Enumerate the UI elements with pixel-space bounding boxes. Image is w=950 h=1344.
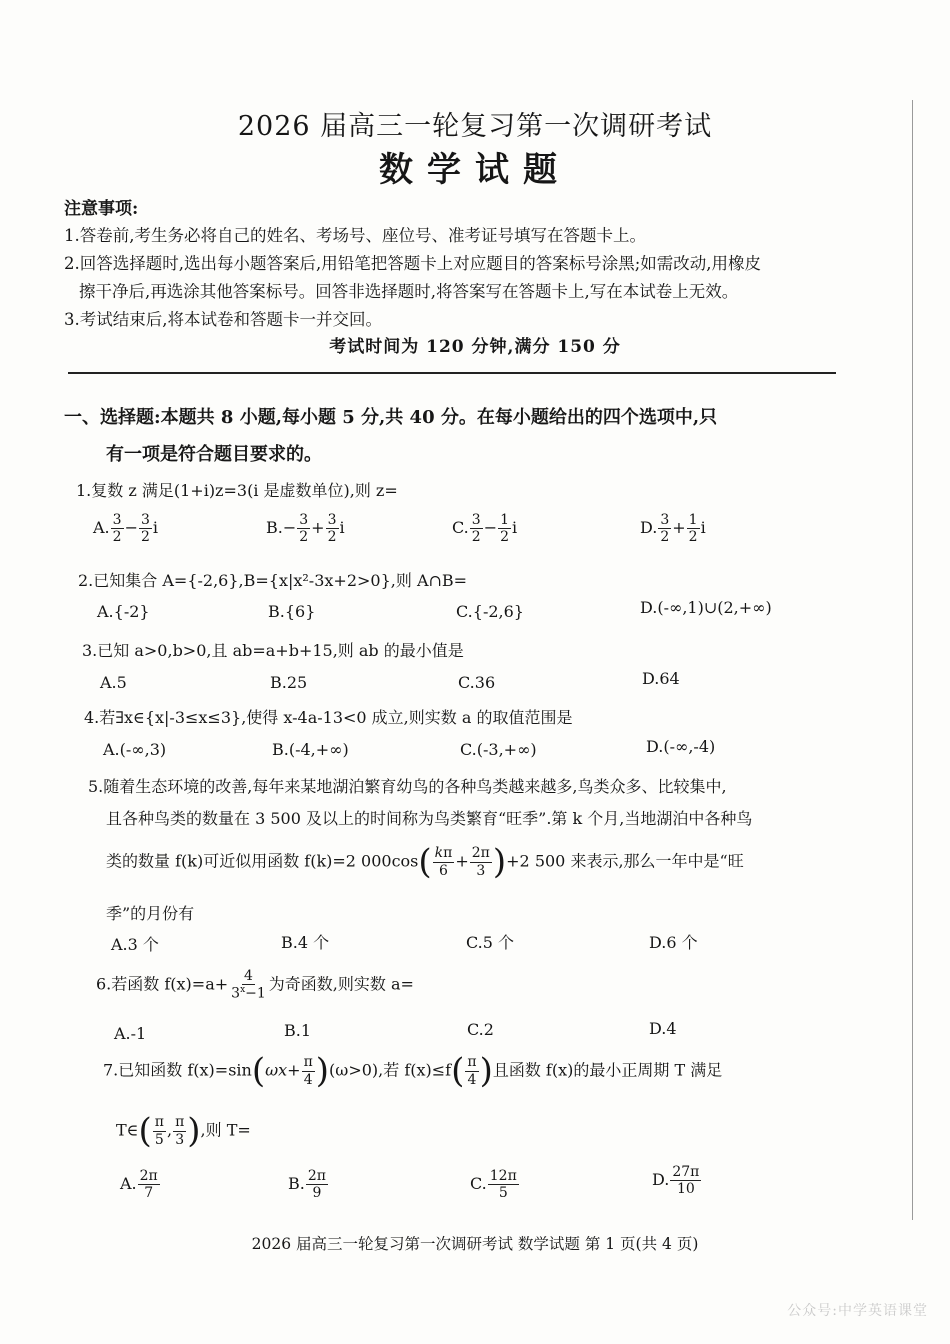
question-6-option-b: B.1 xyxy=(284,1021,312,1040)
notice-item-1: 1.答卷前,考生务必将自己的姓名、考场号、座位号、准考证号填写在答题卡上。 xyxy=(64,226,646,245)
question-7-line-1-pre: 7.已知函数 f(x)=sin xyxy=(103,1060,252,1080)
question-1-option-c: C. $\frac{3}{2}$ − $\frac{1}{2}$ i xyxy=(452,512,518,546)
question-7-option-d: D. $\frac{27\pi}{10}$ xyxy=(652,1164,700,1198)
question-6-stem: 6.若函数 f(x)=a+ $\frac{4}{3^x-1}$ 为奇函数,则实数 a= xyxy=(96,968,414,1002)
question-5-line-2: 且各种鸟类的数量在 3 500 及以上的时间称为鸟类繁育“旺季”.第 k 个月,当地湖泊中各种鸟 xyxy=(106,809,753,828)
question-2-option-b: B.{6} xyxy=(268,602,316,621)
question-7-line-2-post: ,则 T= xyxy=(200,1120,251,1140)
question-5-line-3-post: +2 500 来表示,那么一年中是“旺 xyxy=(506,851,744,871)
question-5-option-d: D.6 个 xyxy=(649,933,698,952)
question-7-line-1-post: 且函数 f(x)的最小正周期 T 满足 xyxy=(492,1060,723,1080)
exam-title: 2026 届高三一轮复习第一次调研考试 xyxy=(237,111,713,142)
question-2-stem: 2.已知集合 A={-2,6},B={x|x²-3x+2>0},则 A∩B= xyxy=(78,571,468,590)
question-4-stem: 4.若∃x∈{x|-3≤x≤3},使得 x-4a-13<0 成立,则实数 a 的取值范围是 xyxy=(84,708,573,727)
question-1-option-a: A. $\frac{3}{2}$ − $\frac{3}{2}$ i xyxy=(93,512,159,546)
question-1-option-b: B.− $\frac{3}{2}$ + $\frac{3}{2}$ i xyxy=(266,512,345,546)
question-7-line-1-mid: (ω>0),若 f(x)≤f xyxy=(329,1060,452,1080)
page-margin-line xyxy=(912,100,913,1220)
question-5-line-3-pre: 类的数量 f(k)可近似用函数 f(k)=2 000cos xyxy=(106,851,419,871)
question-3-option-b: B.25 xyxy=(270,673,308,692)
question-4-option-d: D.(-∞,-4) xyxy=(646,737,716,756)
page-footer: 2026 届高三一轮复习第一次调研考试 数学试题 第 1 页(共 4 页) xyxy=(251,1235,699,1253)
question-7-line-1: 7.已知函数 f(x)=sin(ωx+ $\frac{\pi}{4}$ )(ω>0),若 f(x)≤f( $\frac{\pi}{4}$ )且函数 f(x)的最小正周期 T 满足 xyxy=(103,1051,723,1091)
question-1-option-d: D. $\frac{3}{2}$ + $\frac{1}{2}$ i xyxy=(640,512,706,546)
question-3-option-a: A.5 xyxy=(100,673,127,692)
question-7-option-b: B. $\frac{2\pi}{9}$ xyxy=(288,1168,326,1202)
question-6-stem-post: 为奇函数,则实数 a= xyxy=(268,974,414,994)
notice-item-2: 2.回答选择题时,选出每小题答案后,用铅笔把答题卡上对应题目的答案标号涂黑;如需改动,用橡皮 xyxy=(64,254,762,273)
question-5-option-a: A.3 个 xyxy=(111,935,159,954)
question-4-option-c: C.(-3,+∞) xyxy=(460,740,537,759)
notice-title: 注意事项: xyxy=(64,199,139,219)
question-6-option-a: A.-1 xyxy=(114,1024,147,1043)
question-5-line-1: 5.随着生态环境的改善,每年来某地湖泊繁育幼鸟的各种鸟类越来越多,鸟类众多、比较集中, xyxy=(88,777,727,796)
question-4-option-a: A.(-∞,3) xyxy=(103,740,167,759)
divider xyxy=(68,372,836,374)
question-3-stem: 3.已知 a>0,b>0,且 ab=a+b+15,则 ab 的最小值是 xyxy=(82,641,464,660)
question-5-line-3: 类的数量 f(k)可近似用函数 f(k)=2 000cos( $\frac{k\pi}{6}$ + $\frac{2\pi}{3}$ )+2 500 来表示,那么一年中是“旺 xyxy=(106,842,744,882)
question-7-option-c: C. $\frac{12\pi}{5}$ xyxy=(470,1168,517,1202)
question-3-option-d: D.64 xyxy=(642,669,680,688)
question-4-option-b: B.(-4,+∞) xyxy=(272,740,349,759)
question-7-line-2-pre: T∈ xyxy=(116,1120,139,1140)
question-6-stem-pre: 6.若函数 f(x)=a+ xyxy=(96,974,229,994)
question-5-line-4: 季”的月份有 xyxy=(106,904,195,923)
question-2-option-d: D.(-∞,1)∪(2,+∞) xyxy=(640,598,772,617)
question-5-option-b: B.4 个 xyxy=(281,933,330,952)
exam-time-info: 考试时间为 120 分钟,满分 150 分 xyxy=(329,337,621,357)
question-1-stem: 1.复数 z 满足(1+i)z=3(i 是虚数单位),则 z= xyxy=(76,481,398,500)
watermark: 公众号:中学英语课堂 xyxy=(787,1303,928,1319)
question-5-option-c: C.5 个 xyxy=(466,933,515,952)
question-7-option-a: A. $\frac{2\pi}{7}$ xyxy=(120,1168,158,1202)
question-2-option-c: C.{-2,6} xyxy=(456,602,524,621)
notice-item-3: 3.考试结束后,将本试卷和答题卡一并交回。 xyxy=(64,310,382,329)
notice-item-2-cont: 擦干净后,再选涂其他答案标号。回答非选择题时,将答案写在答题卡上,写在本试卷上无效。 xyxy=(79,282,739,301)
section-1-heading-cont: 有一项是符合题目要求的。 xyxy=(106,444,322,465)
section-1-heading: 一、选择题:本题共 8 小题,每小题 5 分,共 40 分。在每小题给出的四个选项中,只 xyxy=(64,407,718,428)
question-6-option-d: D.4 xyxy=(649,1019,677,1038)
question-3-option-c: C.36 xyxy=(458,673,496,692)
question-2-option-a: A.{-2} xyxy=(97,602,150,621)
question-6-option-c: C.2 xyxy=(467,1020,494,1039)
question-7-line-2: T∈( $\frac{\pi}{5}$ , $\frac{\pi}{3}$ ),则 T= xyxy=(116,1111,251,1151)
subject-title: 数学试题 xyxy=(379,150,571,190)
